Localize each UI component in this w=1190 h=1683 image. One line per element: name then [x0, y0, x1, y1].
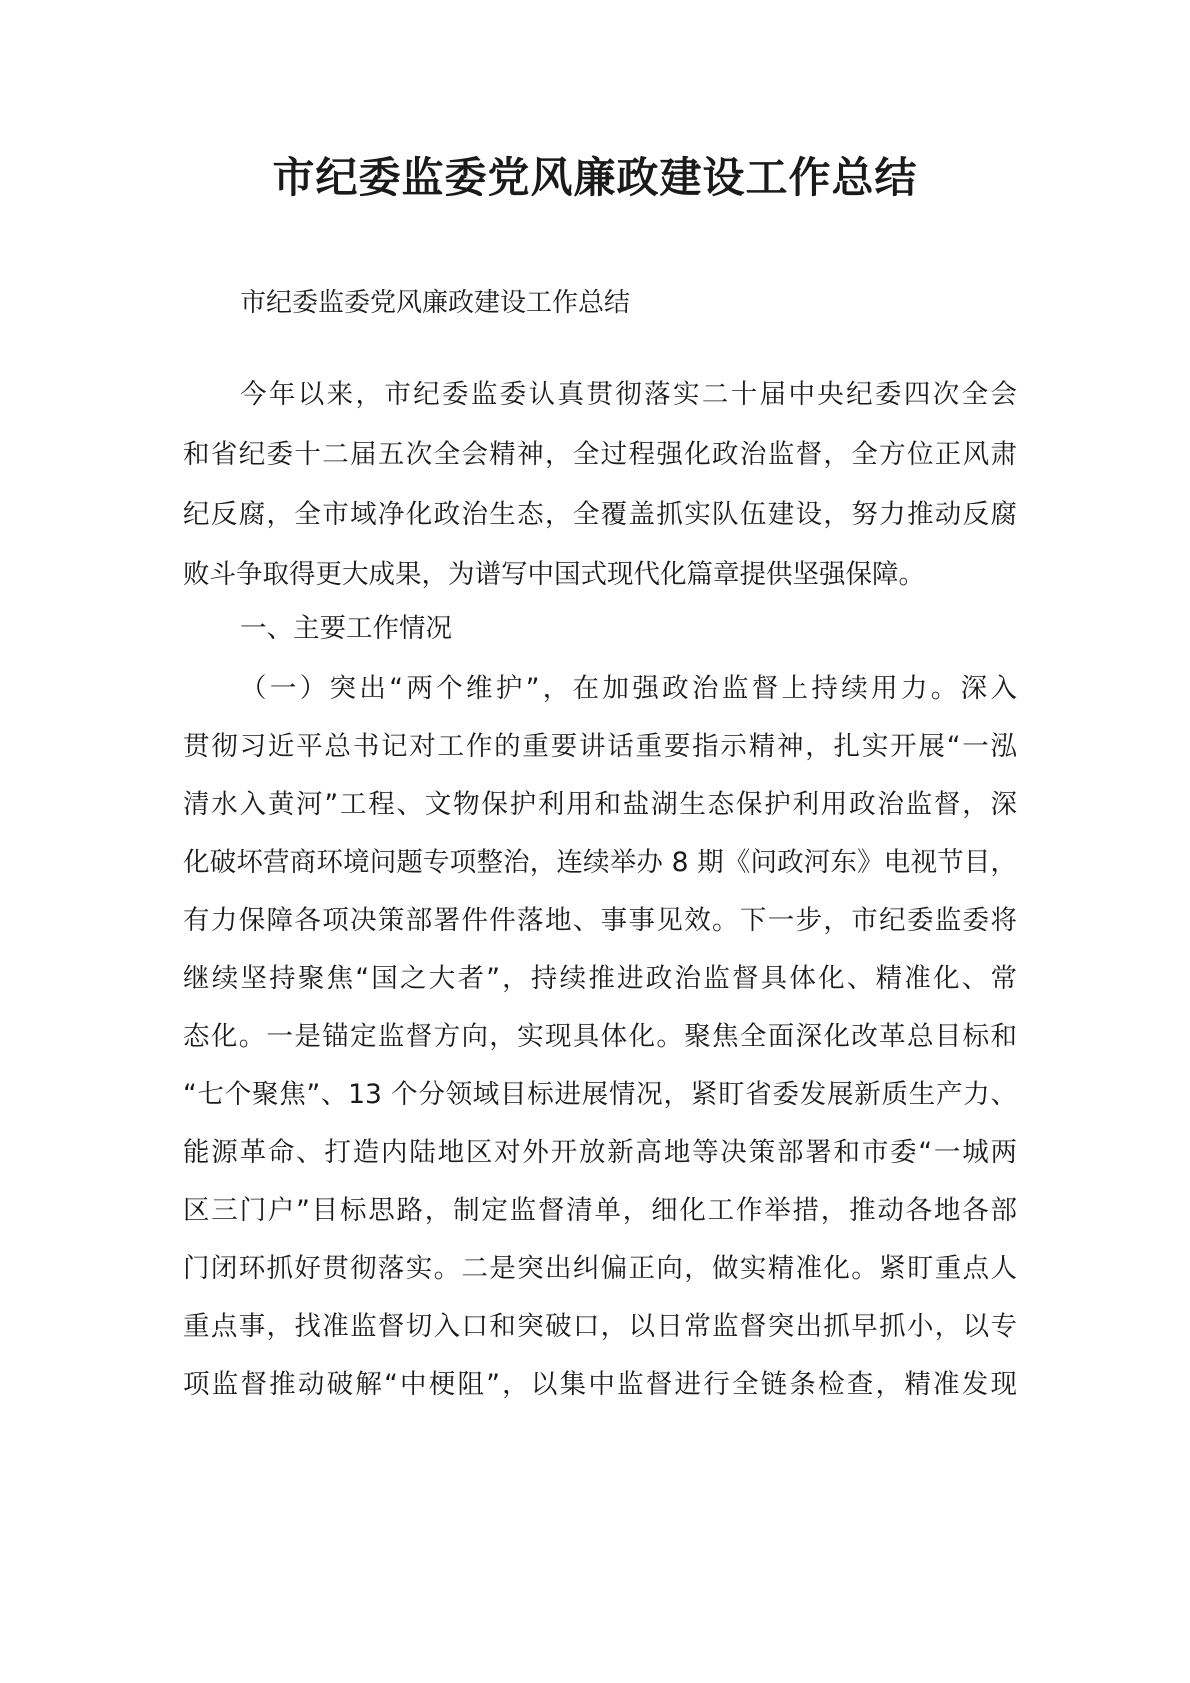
paragraph-line: 态化。一是锚定监督方向，实现具体化。聚焦全面深化改革总目标和	[183, 1021, 1017, 1052]
document-subtitle: 市纪委监委党风廉政建设工作总结	[240, 288, 631, 318]
paragraph-line: 今年以来，市纪委监委认真贯彻落实二十届中央纪委四次全会	[240, 379, 1017, 410]
paragraph-line: 门闭环抓好贯彻落实。二是突出纠偏正向，做实精准化。紧盯重点人	[183, 1253, 1017, 1284]
paragraph-line: 清水入黄河”工程、文物保护利用和盐湖生态保护利用政治监督，深	[183, 789, 1017, 820]
paragraph-line: 重点事，找准监督切入口和突破口，以日常监督突出抓早抓小，以专	[183, 1311, 1017, 1342]
section-heading: 一、主要工作情况	[240, 613, 452, 644]
paragraph-line: 项监督推动破解“中梗阻”，以集中监督进行全链条检查，精准发现	[183, 1369, 1017, 1400]
paragraph-line: 和省纪委十二届五次全会精神，全过程强化政治监督，全方位正风肃	[183, 439, 1017, 470]
paragraph-line: “七个聚焦”、13 个分领域目标进展情况，紧盯省委发展新质生产力、	[183, 1079, 1017, 1110]
paragraph-line: 化破坏营商环境问题专项整治，连续举办 8 期《问政河东》电视节目，	[183, 847, 1017, 878]
paragraph-line: 纪反腐，全市域净化政治生态，全覆盖抓实队伍建设，努力推动反腐	[183, 499, 1017, 530]
paragraph-line: 能源革命、打造内陆地区对外开放新高地等决策部署和市委“一城两	[183, 1137, 1017, 1168]
paragraph-line: （一）突出“两个维护”，在加强政治监督上持续用力。深入	[240, 673, 1017, 704]
paragraph-line: 区三门户”目标思路，制定监督清单，细化工作举措，推动各地各部	[183, 1195, 1017, 1226]
paragraph-line: 败斗争取得更大成果，为谱写中国式现代化篇章提供坚强保障。	[183, 559, 925, 590]
paragraph-line: 有力保障各项决策部署件件落地、事事见效。下一步，市纪委监委将	[183, 905, 1017, 936]
paragraph-line: 继续坚持聚焦“国之大者”，持续推进政治监督具体化、精准化、常	[183, 963, 1017, 994]
document-title: 市纪委监委党风廉政建设工作总结	[272, 153, 918, 202]
paragraph-line: 贯彻习近平总书记对工作的重要讲话重要指示精神，扎实开展“一泓	[183, 731, 1017, 762]
